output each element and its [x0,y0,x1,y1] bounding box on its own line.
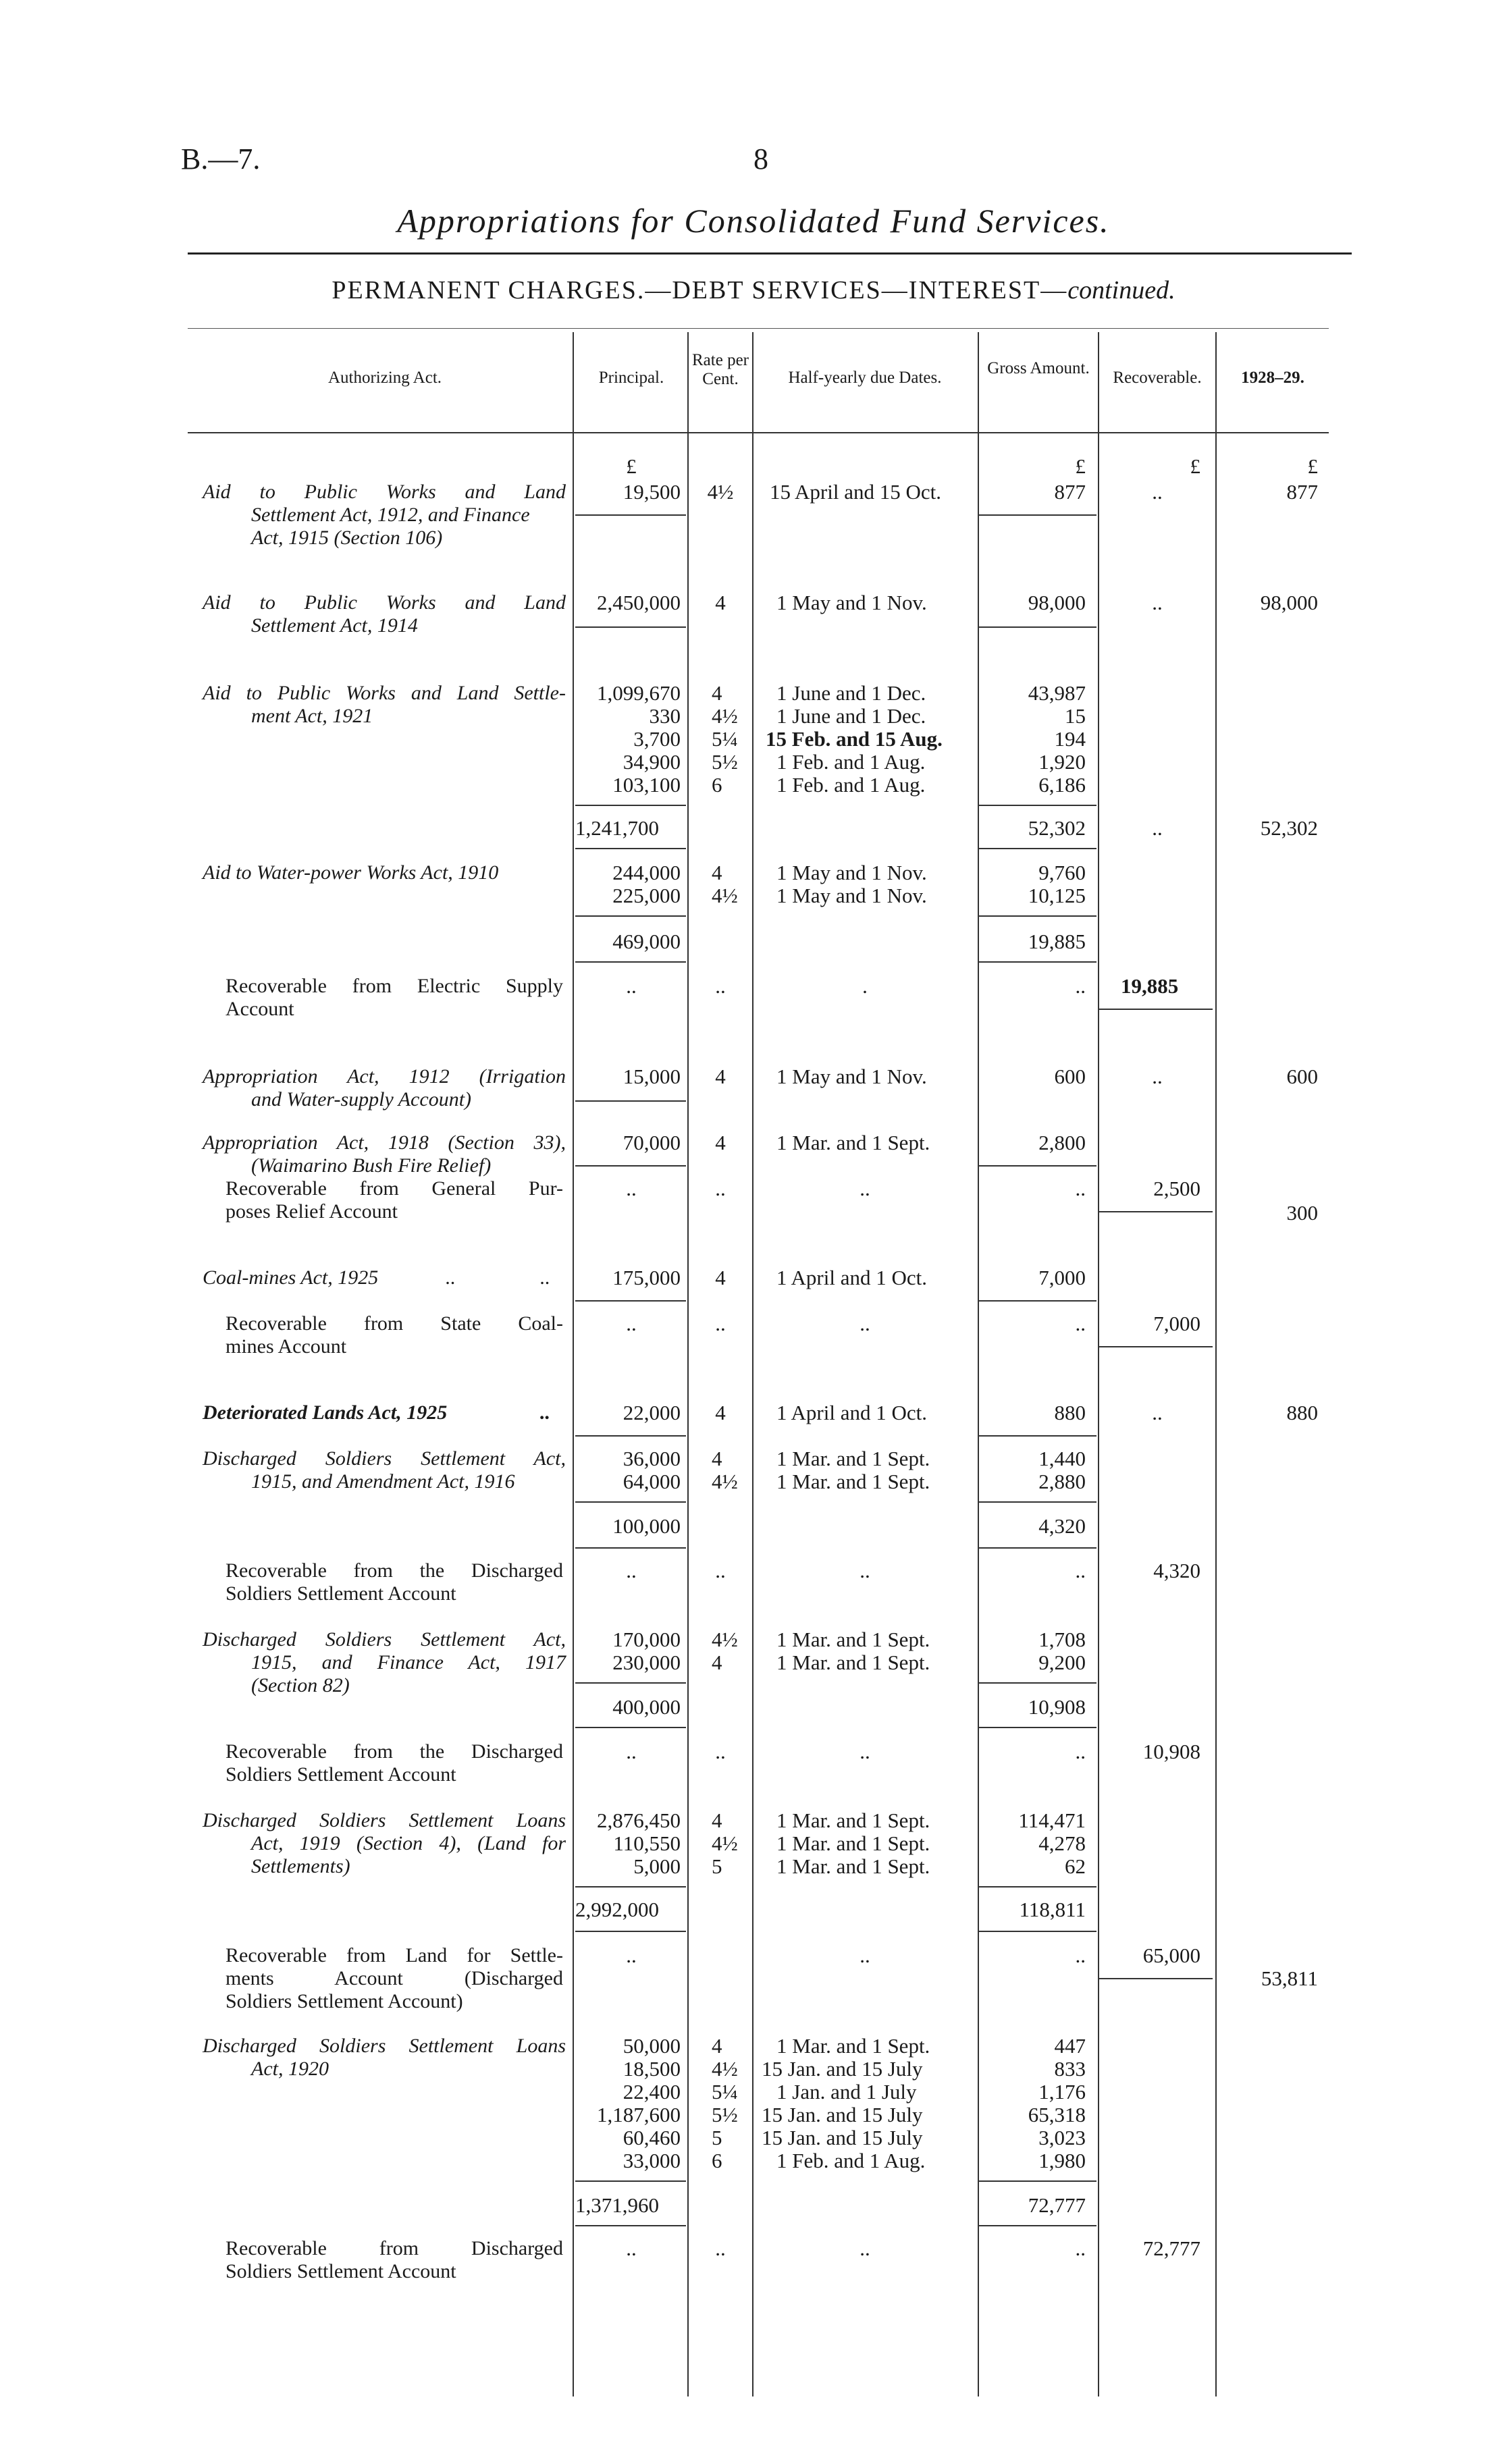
subtotal-rule [575,915,686,917]
gross-amount: 1,440 [1038,1447,1086,1470]
rate-value: 4½ [712,1470,738,1493]
table-subtitle [0,275,1507,305]
act-line: and Water-supply Account) [251,1088,472,1110]
year-total: 53,811 [1261,1966,1318,1990]
subtotal-rule [1099,1009,1213,1010]
principal-total: 1,241,700 [575,816,659,840]
act-name [203,1266,566,1289]
rate-value: 6 [712,2149,722,2172]
due-dates: 1 Mar. and 1 Sept. [776,1831,930,1855]
recoverable-line: mines Account [226,1335,347,1358]
table-top-rule [188,328,1329,329]
principal-value: 50,000 [623,2034,681,2058]
act-line: Deteriorated Lands Act, 1925 [203,1401,448,1424]
principal-value: 1,187,600 [597,2103,681,2126]
rate-value: 4 [715,1401,726,1424]
subtotal-rule [575,514,686,516]
leader-dots: .. [540,1401,550,1424]
currency-symbol: £ [1190,454,1200,478]
year-total: 52,302 [1260,816,1318,840]
due-dates: 1 April and 1 Oct. [776,1401,927,1424]
rate-value: 4½ [712,884,738,907]
due-dates: 1 May and 1 Nov. [776,861,927,884]
due-dates: 1 May and 1 Nov. [776,591,927,614]
due-dates: .. [860,1740,870,1763]
year-total: 600 [1286,1065,1318,1088]
principal-total: 100,000 [612,1514,681,1538]
recoverable-value: 65,000 [1142,1944,1200,1967]
currency-symbol: £ [1307,454,1318,478]
recoverable-value: .. [1152,591,1163,614]
subtotal-rule [979,915,1096,917]
subtotal-rule [575,961,686,963]
gross-amount: 6,186 [1038,773,1086,797]
subtotal-rule [575,1435,686,1437]
act-name [203,861,566,884]
subtotal-rule [979,1931,1096,1932]
recoverable-value: 7,000 [1153,1312,1200,1335]
rate-value: 4 [712,2034,722,2058]
rate-value: 4 [712,1651,722,1674]
gross-amount: .. [1075,974,1086,998]
subtotal-rule [575,805,686,806]
act-name [203,1447,566,1493]
due-dates: 15 April and 15 Oct. [770,480,941,504]
gross-amount: 62 [1065,1854,1086,1878]
subtotal-rule [979,1886,1096,1887]
currency-symbol: £ [1075,454,1086,478]
due-dates: 1 Mar. and 1 Sept. [776,2034,930,2058]
subtotal-rule [979,1165,1096,1167]
gross-amount: .. [1075,1740,1086,1763]
currency-symbol: £ [626,454,637,478]
act-line: (Section 82) [251,1674,350,1696]
due-dates: 1 June and 1 Dec. [776,681,926,705]
gross-amount: 600 [1054,1065,1086,1088]
subtotal-rule [979,961,1096,963]
principal-value: 225,000 [612,884,681,907]
gross-amount: 1,708 [1038,1628,1086,1651]
rate-value: .. [715,1177,726,1200]
rate-value: 4 [712,1809,722,1832]
col-header-due: Half-yearly due Dates. [788,369,942,387]
subtotal-rule [575,1727,686,1728]
subtotal-rule [575,2180,686,2182]
act-line: Aid to Public Works and Land Settle- [203,682,566,704]
due-dates: .. [860,1559,870,1582]
subtotal-rule [575,1931,686,1932]
due-dates: 1 Mar. and 1 Sept. [776,1809,930,1832]
col-header-recoverable: Recoverable. [1113,369,1202,387]
recoverable-line: Soldiers Settlement Account [226,2260,456,2282]
header-bottom-rule [188,432,1329,433]
subtitle-main: PERMANENT CHARGES.—DEBT SERVICES—INTEREST— [332,276,1068,304]
rate-value: 4½ [712,704,738,728]
gross-amount: .. [1075,2237,1086,2260]
due-dates: 1 April and 1 Oct. [776,1266,927,1289]
principal-value: 1,099,670 [597,681,681,705]
rate-value: .. [715,2237,726,2260]
rate-value: 4 [712,861,722,884]
gross-amount: 3,023 [1038,2126,1086,2149]
principal-value: 170,000 [612,1628,681,1651]
rate-value: 4 [715,591,726,614]
principal-total: 2,992,000 [575,1898,659,1921]
subtotal-rule [575,1100,686,1102]
subtotal-rule [979,1547,1096,1549]
act-line: Appropriation Act, 1918 (Section 33), [203,1131,566,1154]
year-total: 880 [1286,1401,1318,1424]
due-dates: 1 May and 1 Nov. [776,884,927,907]
rate-value: 5 [712,1854,722,1878]
rate-value: 5¼ [712,727,738,751]
recoverable-line: Recoverable from Land for Settle- [226,1944,563,1966]
principal-value: 19,500 [623,480,681,504]
principal-value: 22,000 [623,1401,681,1424]
principal-value: 70,000 [623,1131,681,1154]
subtotal-rule [979,848,1096,849]
recoverable-line: poses Relief Account [226,1200,398,1223]
act-line: Discharged Soldiers Settlement Act, [203,1447,566,1470]
recoverable-value: .. [1152,480,1163,504]
col-header-principal: Principal. [598,369,664,387]
rate-value: 4½ [712,2057,738,2081]
title-rule [188,252,1352,255]
gross-amount: 2,800 [1038,1131,1086,1154]
recoverable-line: Recoverable from General Pur- [226,1177,563,1200]
subtotal-rule [575,1300,686,1302]
act-name [203,1809,566,1878]
year-total: 98,000 [1260,591,1318,614]
recoverable-line: Account [226,998,294,1020]
gross-amount: 65,318 [1028,2103,1086,2126]
principal-total: 1,371,960 [575,2193,659,2217]
rate-value: .. [715,974,726,998]
recoverable-line: Recoverable from the Discharged [226,1559,563,1582]
principal-value: .. [626,1740,637,1763]
gross-amount: 43,987 [1028,681,1086,705]
due-dates: .. [860,2237,870,2260]
act-line: Act, 1920 [251,2058,329,2080]
due-dates: 1 Mar. and 1 Sept. [776,1628,930,1651]
recoverable-label [226,1559,563,1605]
principal-value: 33,000 [623,2149,681,2172]
recoverable-value: .. [1152,1065,1163,1088]
col-rule [573,332,574,2396]
gross-amount: 9,200 [1038,1651,1086,1674]
subtotal-rule [979,1682,1096,1684]
rate-value: 6 [712,773,722,797]
due-dates: 1 Mar. and 1 Sept. [776,1470,930,1493]
gross-amount: 114,471 [1018,1809,1086,1832]
act-line: Appropriation Act, 1912 (Irrigation [203,1065,566,1088]
subtotal-rule [1099,1978,1213,1979]
gross-total: 19,885 [1028,930,1086,953]
recoverable-value: 10,908 [1142,1740,1200,1763]
principal-total: 400,000 [612,1695,681,1719]
principal-value: 230,000 [612,1651,681,1674]
due-dates: 1 Mar. and 1 Sept. [776,1651,930,1674]
gross-amount: 880 [1054,1401,1086,1424]
due-dates: .. [860,1177,870,1200]
principal-value: .. [626,1559,637,1582]
due-dates: 15 Jan. and 15 July [762,2103,923,2126]
recoverable-line: Recoverable from the Discharged [226,1740,563,1763]
principal-value: 3,700 [633,727,681,751]
subtotal-rule [979,2180,1096,2182]
act-line: Settlement Act, 1912, and Finance [251,504,530,526]
gross-amount: 1,920 [1038,750,1086,774]
col-rule [1215,332,1217,2396]
due-dates: 1 Mar. and 1 Sept. [776,1131,930,1154]
rate-value: .. [715,1740,726,1763]
act-line: Settlement Act, 1914 [251,614,418,637]
principal-value: .. [626,1177,637,1200]
col-rule [752,332,754,2396]
act-name [203,591,566,637]
principal-value: 22,400 [623,2080,681,2104]
act-name [203,481,566,550]
recoverable-line: Recoverable from Discharged [226,2237,563,2259]
due-dates: 15 Feb. and 15 Aug. [766,727,943,751]
recoverable-value: .. [1152,816,1163,840]
gross-amount: 7,000 [1038,1266,1086,1289]
principal-total: 469,000 [612,930,681,953]
gross-amount: .. [1075,1944,1086,1967]
principal-value: 175,000 [612,1266,681,1289]
subtotal-rule [575,2225,686,2226]
principal-value: .. [626,1944,637,1967]
col-header-year: 1928–29. [1241,369,1304,387]
act-line: Act, 1919 (Section 4), (Land for [251,1832,566,1854]
principal-value: 60,460 [623,2126,681,2149]
gross-amount: 1,980 [1038,2149,1086,2172]
col-header-act: Authorizing Act. [327,369,442,387]
due-dates: 15 Jan. and 15 July [762,2126,923,2149]
rate-value: 4 [715,1131,726,1154]
gross-total: 118,811 [1019,1898,1086,1921]
recoverable-value: 4,320 [1153,1559,1200,1582]
gross-amount: 15 [1065,704,1086,728]
rate-value: 4 [712,681,722,705]
subtotal-rule [575,1682,686,1684]
subtotal-rule [979,1435,1096,1437]
recoverable-label [226,1312,563,1358]
due-dates: 1 Feb. and 1 Aug. [776,750,926,774]
rate-value: 4 [715,1065,726,1088]
subtotal-rule [575,848,686,849]
gross-amount: 10,125 [1028,884,1086,907]
due-dates: 15 Jan. and 15 July [762,2057,923,2081]
due-dates: 1 Mar. and 1 Sept. [776,1447,930,1470]
due-dates: .. [860,1944,870,1967]
gross-total: 52,302 [1028,816,1086,840]
due-dates: 1 Mar. and 1 Sept. [776,1854,930,1878]
rate-value: 5¼ [712,2080,738,2104]
subtotal-rule [575,1165,686,1167]
col-rule [1098,332,1099,2396]
gross-amount: 833 [1054,2057,1086,2081]
act-line: Coal-mines Act, 1925 [203,1266,379,1289]
leader-dots: .. [446,1266,456,1289]
gross-amount: .. [1075,1312,1086,1335]
recoverable-line: Soldiers Settlement Account [226,1582,456,1605]
recoverable-value: 72,777 [1142,2237,1200,2260]
gross-amount: 1,176 [1038,2080,1086,2104]
col-header-gross: Gross Amount. [987,359,1090,377]
gross-amount: 877 [1054,480,1086,504]
recoverable-label [226,1944,563,2013]
rate-value: .. [715,1559,726,1582]
subtotal-rule [575,1547,686,1549]
recoverable-line: Soldiers Settlement Account) [226,1990,463,2012]
act-line: Aid to Public Works and Land [203,591,566,614]
act-line: Act, 1915 (Section 106) [251,527,443,549]
rate-value: 4 [715,1266,726,1289]
col-header-rate: Rate per Cent. [692,351,749,388]
recoverable-value: .. [1152,1401,1163,1424]
recoverable-label [226,2237,563,2283]
page-title: Appropriations for Consolidated Fund Services. [397,202,1110,240]
gross-amount: 9,760 [1038,861,1086,884]
act-name [203,1131,566,1177]
subtotal-rule [979,805,1096,806]
subtotal-rule [979,1501,1096,1503]
act-name [203,1628,566,1697]
principal-value: 34,900 [623,750,681,774]
year-total: 300 [1286,1201,1318,1225]
rate-value: 5½ [712,2103,738,2126]
act-line: 1915, and Finance Act, 1917 [251,1651,566,1673]
due-dates: .. [860,1312,870,1335]
rate-value: 4½ [712,1628,738,1651]
col-rule [687,332,689,2396]
subtotal-rule [575,626,686,628]
rate-value: 4½ [712,1831,738,1855]
recoverable-value: 19,885 [1121,974,1179,998]
due-dates: 1 June and 1 Dec. [776,704,926,728]
rate-value: 4½ [707,480,734,504]
act-line: ment Act, 1921 [251,705,373,727]
subtotal-rule [979,1300,1096,1302]
principal-value: .. [626,974,637,998]
gross-total: 72,777 [1028,2193,1086,2217]
subtotal-rule [979,1727,1096,1728]
recoverable-value: 2,500 [1153,1177,1200,1200]
principal-value: 15,000 [623,1065,681,1088]
due-dates: 1 Feb. and 1 Aug. [776,2149,926,2172]
principal-value: 36,000 [623,1447,681,1470]
recoverable-label [226,1177,563,1223]
act-line: Settlements) [251,1855,350,1877]
gross-total: 4,320 [1038,1514,1086,1538]
rate-value: .. [715,1312,726,1335]
principal-value: .. [626,2237,637,2260]
due-dates: 1 May and 1 Nov. [776,1065,927,1088]
subtotal-rule [979,514,1096,516]
act-line: 1915, and Amendment Act, 1916 [251,1470,515,1493]
recoverable-label [226,1740,563,1786]
act-line: Discharged Soldiers Settlement Loans [203,1809,566,1831]
subtotal-rule [979,626,1096,628]
subtotal-rule [575,1501,686,1503]
principal-value: 5,000 [633,1854,681,1878]
rate-value: 5½ [712,750,738,774]
principal-value: 2,876,450 [597,1809,681,1832]
gross-amount: 98,000 [1028,591,1086,614]
gross-amount: .. [1075,1559,1086,1582]
recoverable-line: ments Account (Discharged [226,1967,563,1989]
recoverable-label [226,975,563,1021]
act-line: Aid to Public Works and Land [203,481,566,503]
subtotal-rule [575,1886,686,1887]
due-dates: 1 Feb. and 1 Aug. [776,773,926,797]
page-number: 8 [754,142,768,176]
principal-value: 103,100 [612,773,681,797]
subtitle-tail: continued. [1067,276,1175,304]
gross-amount: 2,880 [1038,1470,1086,1493]
subtotal-rule [1099,1346,1213,1347]
act-name [203,1401,566,1424]
act-line: (Waimarino Bush Fire Relief) [251,1154,492,1177]
leader-dots: .. [540,1266,550,1289]
due-dates: . [862,974,868,998]
subtotal-rule [979,2225,1096,2226]
principal-value: 64,000 [623,1470,681,1493]
principal-value: 2,450,000 [597,591,681,614]
recoverable-line: Recoverable from Electric Supply [226,975,563,997]
due-dates: 1 Jan. and 1 July [776,2080,917,2104]
principal-value: 244,000 [612,861,681,884]
principal-value: .. [626,1312,637,1335]
act-name [203,2035,566,2081]
gross-amount: 4,278 [1038,1831,1086,1855]
gross-total: 10,908 [1028,1695,1086,1719]
principal-value: 330 [649,704,681,728]
recoverable-line: Recoverable from State Coal- [226,1312,563,1335]
act-line: Discharged Soldiers Settlement Loans [203,2035,566,2057]
act-name [203,1065,566,1111]
year-total: 877 [1286,480,1318,504]
gross-amount: 194 [1054,727,1086,751]
page-reference: B.—7. [181,142,261,176]
rate-value: 5 [712,2126,722,2149]
principal-value: 110,550 [613,1831,681,1855]
gross-amount: .. [1075,1177,1086,1200]
act-line: Aid to Water-power Works Act, 1910 [203,861,499,884]
act-line: Discharged Soldiers Settlement Act, [203,1628,566,1651]
recoverable-line: Soldiers Settlement Account [226,1763,456,1786]
principal-value: 18,500 [623,2057,681,2081]
gross-amount: 447 [1054,2034,1086,2058]
act-name [203,682,566,728]
subtotal-rule [1099,1211,1213,1212]
rate-value: 4 [712,1447,722,1470]
